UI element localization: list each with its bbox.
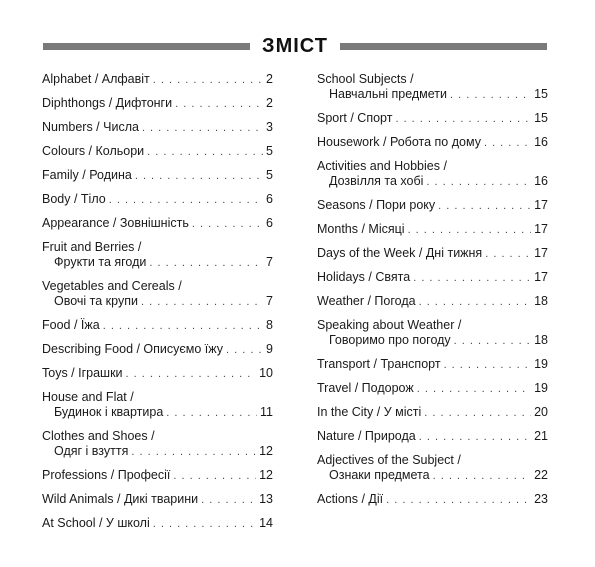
toc-entry[interactable] [317,294,548,310]
toc-entry-title: Weather / Погода [317,294,416,308]
dot-leader [103,319,263,334]
toc-entry-title: Actions / Дії [317,492,384,506]
toc-entry[interactable] [42,216,273,232]
toc-entry-title: Fruit and Berries / [42,240,142,254]
toc-entry-title: Говоримо про погоду [329,333,451,347]
toc-page-number: 2 [266,96,273,110]
dot-leader [131,445,256,460]
toc-page-number: 14 [259,516,273,530]
toc-page-number: 17 [534,222,548,236]
toc-entry-title: Food / Їжа [42,318,100,332]
dot-leader [153,73,263,88]
toc-entry[interactable] [42,168,273,184]
toc-entry-title: Будинок і квартира [54,405,164,419]
toc-page-number: 6 [266,192,273,206]
toc-page-number: 5 [266,168,273,182]
toc-entry-title: Activities and Hobbies / [317,159,447,173]
toc-page-number: 17 [534,246,548,260]
toc-column-left [42,72,273,540]
toc-page-number: 19 [534,357,548,371]
dot-leader [201,493,256,508]
dot-leader [454,334,531,349]
toc-page-number: 6 [266,216,273,230]
toc-entry[interactable] [42,318,273,334]
toc-entry[interactable] [317,270,548,286]
toc-entry-title: Vegetables and Cereals / [42,279,182,293]
toc-entry[interactable] [42,279,273,310]
toc-page-number: 5 [266,144,273,158]
toc-page-number: 18 [534,333,548,347]
toc-page-number: 22 [534,468,548,482]
toc-entry-title: Sport / Спорт [317,111,393,125]
toc-entry-title: Describing Food / Описуємо їжу [42,342,224,356]
toc-page-number: 21 [534,429,548,443]
dot-leader [408,223,532,238]
dot-leader [386,493,531,508]
toc-page-number: 3 [266,120,273,134]
toc-entry-title: Transport / Транспорт [317,357,441,371]
toc-entry-title: Appearance / Зовнішність [42,216,189,230]
toc-entry-title: School Subjects / [317,72,414,86]
toc-entry-title: Nature / Природа [317,429,416,443]
toc-entry-title: Diphthongs / Дифтонги [42,96,173,110]
toc-entry[interactable] [317,492,548,508]
toc-entry-title: In the City / У місті [317,405,422,419]
toc-page-number: 7 [266,294,273,308]
toc-page-number: 10 [259,366,273,380]
toc-entry[interactable] [42,492,273,508]
toc-page-number: 19 [534,381,548,395]
dot-leader [438,199,531,214]
toc-entry-title: Days of the Week / Дні тижня [317,246,483,260]
dot-leader [395,112,531,127]
dot-leader [426,175,531,190]
toc-page-number: 20 [534,405,548,419]
dot-leader [147,145,263,160]
dot-leader [142,121,263,136]
toc-page-number: 16 [534,174,548,188]
toc-page-number: 2 [266,72,273,86]
toc-entry-title: Months / Місяці [317,222,405,236]
toc-page-number: 18 [534,294,548,308]
toc-entry-title: Seasons / Пори року [317,198,436,212]
dot-leader [166,406,257,421]
toc-entry[interactable] [42,192,273,208]
toc-entry-title: Holidays / Свята [317,270,411,284]
toc-page-number: 15 [534,87,548,101]
dot-leader [444,358,532,373]
toc-entry[interactable] [317,429,548,445]
toc-page-number: 16 [534,135,548,149]
toc-column-right [317,72,548,516]
toc-entry-title: Numbers / Числа [42,120,139,134]
toc-page-number: 23 [534,492,548,506]
page-title: ЗМІСТ [262,34,328,57]
toc-page-number: 9 [266,342,273,356]
toc-entry-title: Ознаки предмета [329,468,430,482]
toc-entry-title: At School / У школі [42,516,150,530]
toc-entry-title: Toys / Іграшки [42,366,123,380]
toc-entry[interactable] [317,159,548,190]
dot-leader [149,256,263,271]
dot-leader [173,469,256,484]
toc-entry[interactable] [317,405,548,421]
dot-leader [419,430,531,445]
toc-entry-title: Housework / Робота по дому [317,135,481,149]
toc-header [43,34,547,58]
dot-leader [450,88,531,103]
toc-entry[interactable] [42,120,273,136]
toc-entry[interactable] [42,240,273,271]
toc-entry[interactable] [42,342,273,358]
dot-leader [485,247,531,262]
toc-entry[interactable] [317,318,548,349]
toc-entry-title: Wild Animals / Дикі тварини [42,492,199,506]
toc-entry-title: Овочі та крупи [54,294,138,308]
toc-page-number: 11 [260,405,273,419]
dot-leader [419,295,532,310]
toc-entry[interactable] [317,453,548,484]
toc-entry[interactable] [317,198,548,214]
toc-entry-title: Одяг і взуття [54,444,129,458]
header-bar-left [43,43,250,50]
dot-leader [417,382,531,397]
toc-entry-title: Speaking about Weather / [317,318,462,332]
toc-entry[interactable] [317,222,548,238]
toc-page-number: 8 [266,318,273,332]
toc-entry[interactable] [42,72,273,88]
dot-leader [175,97,263,112]
toc-entry[interactable] [317,111,548,127]
toc-entry[interactable] [42,366,273,382]
toc-entry-title: Body / Тіло [42,192,106,206]
dot-leader [424,406,531,421]
toc-entry-title: Colours / Кольори [42,144,145,158]
toc-entry[interactable] [42,144,273,160]
toc-entry[interactable] [42,96,273,112]
dot-leader [484,136,531,151]
toc-entry-title: Clothes and Shoes / [42,429,155,443]
toc-entry-title: Alphabet / Алфавіт [42,72,150,86]
dot-leader [433,469,532,484]
toc-entry[interactable] [317,357,548,373]
dot-leader [141,295,263,310]
toc-page-number: 13 [259,492,273,506]
dot-leader [126,367,257,382]
toc-entry[interactable] [42,516,273,532]
toc-entry-title: Professions / Професії [42,468,171,482]
toc-page-number: 12 [259,468,273,482]
toc-entry[interactable] [317,381,548,397]
toc-page-number: 17 [534,270,548,284]
toc-entry[interactable] [42,468,273,484]
toc-page-number: 15 [534,111,548,125]
toc-entry[interactable] [42,390,273,421]
toc-entry[interactable] [317,135,548,151]
toc-entry-title: Навчальні предмети [329,87,448,101]
dot-leader [226,343,263,358]
toc-entry-title: Adjectives of the Subject / [317,453,461,467]
toc-page-number: 12 [259,444,273,458]
toc-entry-title: Дозвілля та хобі [329,174,424,188]
toc-page-number: 17 [534,198,548,212]
toc-page-number: 7 [266,255,273,269]
toc-entry-title: Фрукти та ягоди [54,255,147,269]
dot-leader [153,517,256,532]
toc-entry[interactable] [317,246,548,262]
toc-entry[interactable] [317,72,548,103]
dot-leader [192,217,263,232]
toc-entry[interactable] [42,429,273,460]
dot-leader [109,193,263,208]
dot-leader [135,169,263,184]
toc-entry-title: Travel / Подорож [317,381,414,395]
header-bar-right [340,43,547,50]
toc-entry-title: House and Flat / [42,390,134,404]
dot-leader [413,271,531,286]
toc-entry-title: Family / Родина [42,168,132,182]
